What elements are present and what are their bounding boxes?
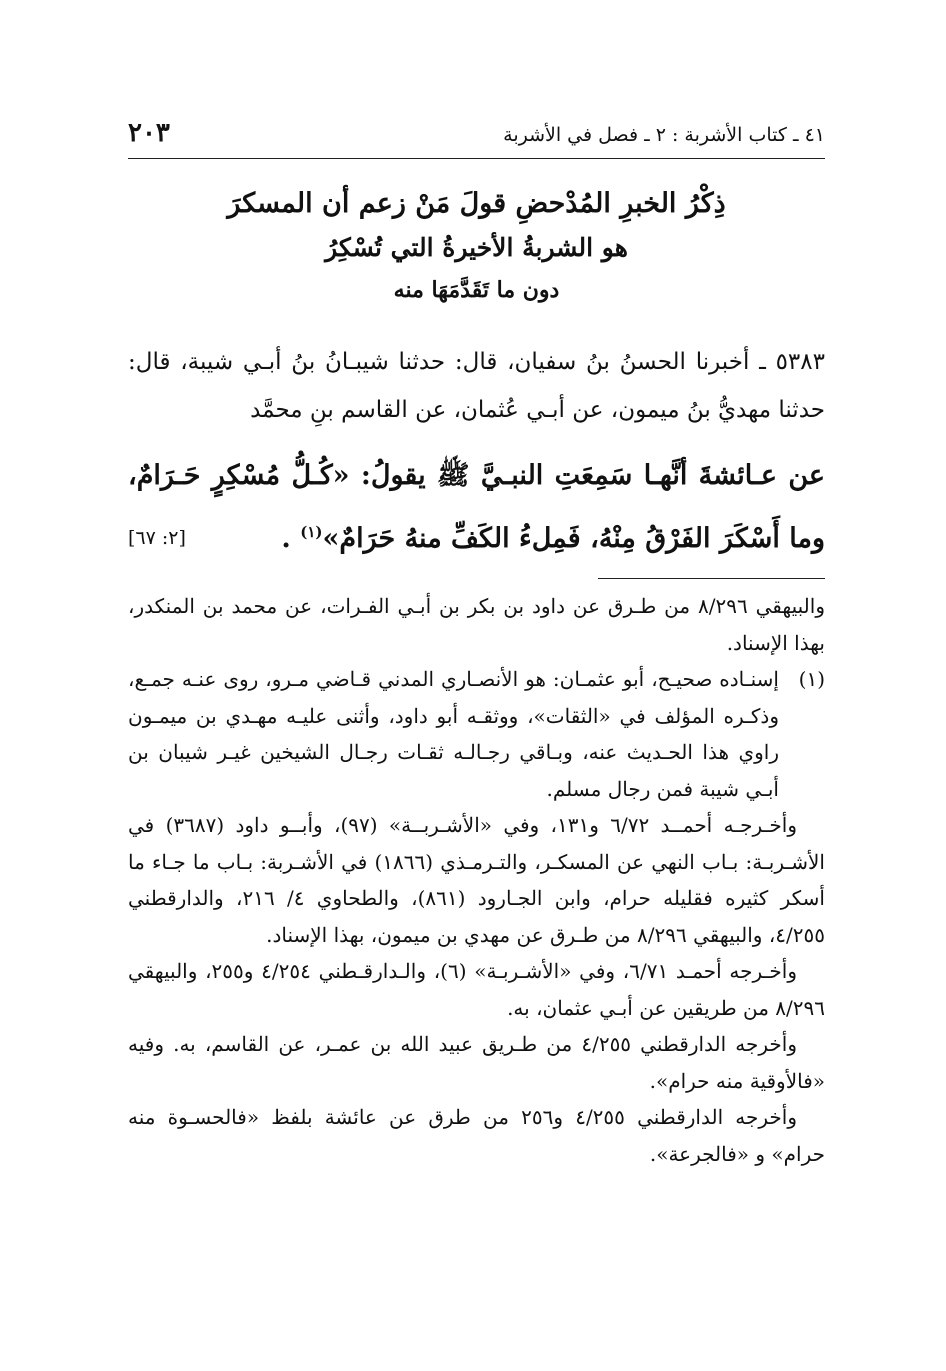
note-paragraph-2: وأخـرجـه أحمــد ٦/٧٢ و١٣١، وفي «الأشـربــة» (٩٧)، وأبــو داود (٣٦٨٧) في الأشـربـة: بـاب النهي عن المسكـر، والتـرمـذي (١٨٦٦) في الأشـربة: بـاب ما جـاء ما أسكر كثيره فقليله حرام، وابن الجـارود (٨٦١)، والطحاوي ٤/ ٢١٦، والدارقطني ٤/٢٥٥، والبيهقي ٨/٢٩٦ من طـرق عن مهدي بن ميمون، بهذا الإسناد. [128, 813, 825, 947]
matn-text: عن عـائشةَ أنَّهـا سَمِعَتِ النبـيَّ ﷺ يقولُ: «كُـلُّ مُسْكِرٍ حَـرَامٌ، وما أَسْكَرَ الفَرْقُ مِنْهُ، فَمِلءُ الكَفِّ منهُ حَرَامٌ» [128, 460, 825, 554]
page-header [128, 118, 825, 156]
carryover-note: والبيهقي ٨/٢٩٦ من طـرق عن داود بن بكر بن أبـي الفـرات، عن محمد بن المنكدر، بهذا الإسناد. [128, 594, 825, 655]
note-paragraph-5: وأخرجه الدارقطني ٤/٢٥٥ و٢٥٦ من طرق عن عائشة بلفظ «فالحسـوة منه حرام» و «فالجرعة». [128, 1105, 825, 1166]
footnote-1-text: إسنـاده صحيـح، أبو عثمـان: هو الأنصـاري المدني قـاضي مـرو، روى عنـه جمـع، وذكـره المؤلف في «الثقات»، ووثقـه أبو داود، وأثنى عليـه مهـدي بن ميمـون راوي هذا الحـديث عنه، وبـاقي رجـالـه ثقـات رجـال الشيخين غيـر شيبان بن أبـي شيبة فمن رجال مسلم. [128, 667, 779, 801]
chapter-title [128, 182, 825, 310]
note-paragraph-3: وأخـرجه أحمـد ٦/٧١، وفي «الأشـربـة» (٦)، والـدارقـطني ٤/٢٥٤ و٢٥٥، والبيهقي ٨/٢٩٦ من طريقين عن أبـي عثمان، به. [128, 959, 825, 1020]
footnote-number: (١) [798, 667, 825, 691]
isnad-text: ـ أخبرنا الحسنُ بنُ سفيان، قال: حدثنا شيبـانُ بنُ أبـي شيبة، قال: حدثنا مهديُّ بنُ ميمون، عن أبـي عُثمان، عن القاسم بنِ محمَّد [128, 349, 825, 423]
footnote-rule [598, 578, 825, 579]
hadith-reference: [٢: ٦٧] [128, 527, 186, 549]
hadith-matn [128, 448, 825, 567]
footnote-marker: (١) [300, 523, 323, 541]
running-head: ٤١ ـ كتاب الأشربة : ٢ ـ فصل في الأشربة [503, 124, 825, 146]
title-line-3: دون ما تَقَدَّمَهَا منه [393, 277, 560, 303]
title-line-2: هو الشربةُ الأخيرةُ التي تُسْكِرُ [325, 233, 628, 262]
footnotes [128, 588, 825, 1172]
title-line-1: ذِكْرُ الخبرِ المُدْحضِ قولَ مَنْ زعم أن المسكرَ [227, 188, 726, 219]
page-number: ٢٠٣ [128, 118, 170, 148]
hadith-number: ٥٣٨٣ [775, 349, 825, 375]
header-rule [128, 158, 825, 159]
note-paragraph-4: وأخرجه الدارقطني ٤/٢٥٥ من طـريق عبيد الله بن عمـر، عن القاسم، به. وفيه «فالأوقية منه حرام». [128, 1032, 825, 1093]
footnote-1 [128, 661, 825, 807]
matn-end: . [281, 523, 291, 554]
hadith-isnad [128, 338, 825, 434]
